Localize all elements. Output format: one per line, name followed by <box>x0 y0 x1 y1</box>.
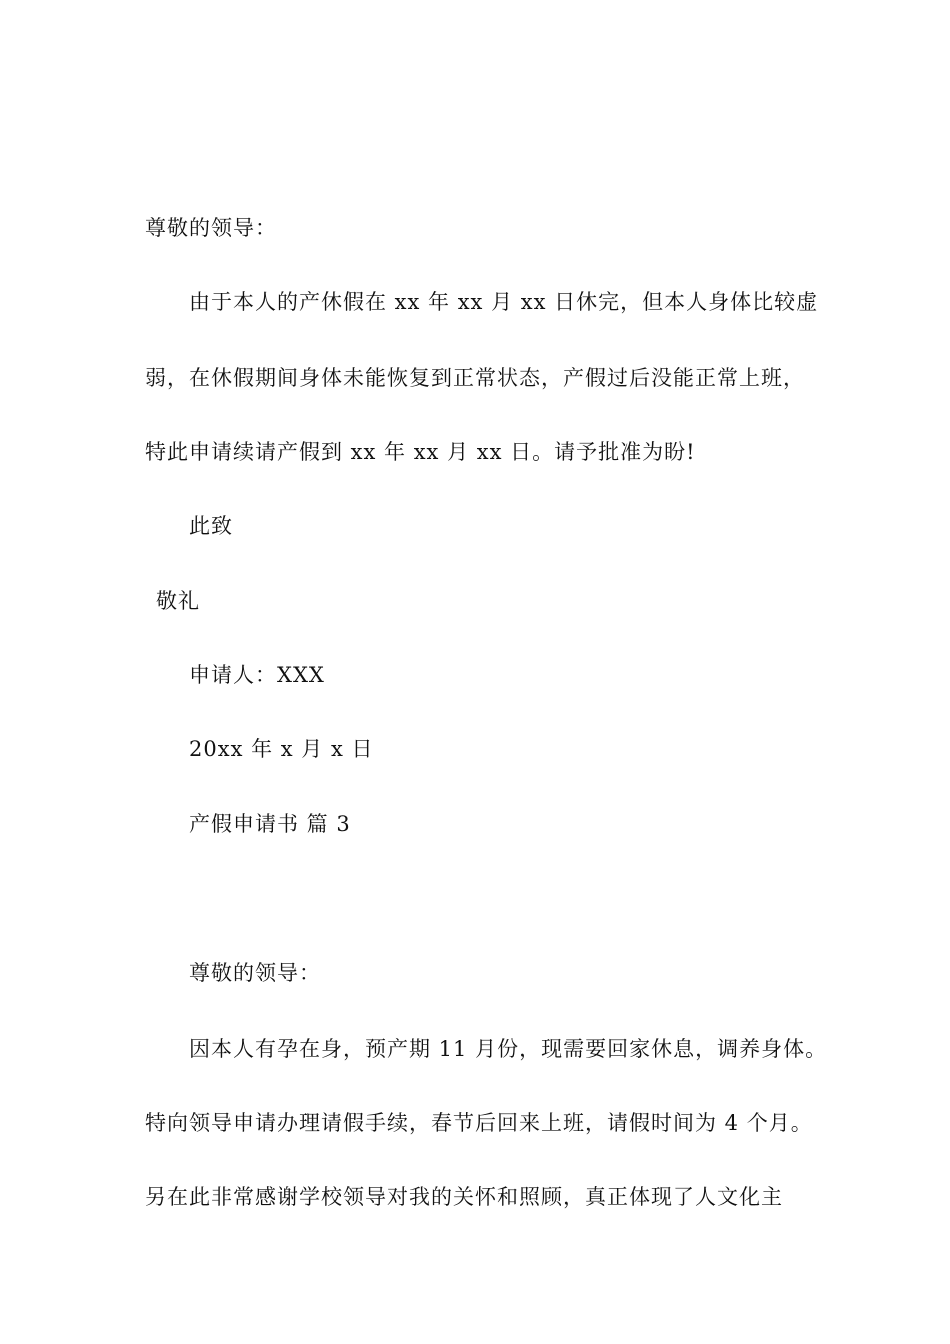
paragraph-1-line-3: 特此申请续请产假到 xx 年 xx 月 xx 日。请予批准为盼! <box>145 440 696 464</box>
paragraph-2-line-2: 特向领导申请办理请假手续，春节后回来上班，请假时间为 4 个月。 <box>145 1111 813 1135</box>
paragraph-2-line-3: 另在此非常感谢学校领导对我的关怀和照顾，真正体现了人文化主 <box>145 1185 783 1209</box>
salutation-1: 尊敬的领导： <box>145 216 277 240</box>
date-line: 20xx 年 x 月 x 日 <box>189 737 374 761</box>
closing-phrase: 此致 <box>189 514 233 538</box>
section-title: 产假申请书 篇 3 <box>189 812 351 836</box>
paragraph-2-line-1: 因本人有孕在身，预产期 11 月份，现需要回家休息，调养身体。 <box>189 1037 828 1061</box>
paragraph-1-line-1: 由于本人的产休假在 xx 年 xx 月 xx 日休完，但本人身体比较虚 <box>189 290 819 314</box>
closing-salute: 敬礼 <box>156 589 200 613</box>
paragraph-1-line-2: 弱，在休假期间身体未能恢复到正常状态，产假过后没能正常上班， <box>145 366 805 390</box>
applicant-line: 申请人：XXX <box>189 663 325 687</box>
salutation-2: 尊敬的领导： <box>189 961 321 985</box>
